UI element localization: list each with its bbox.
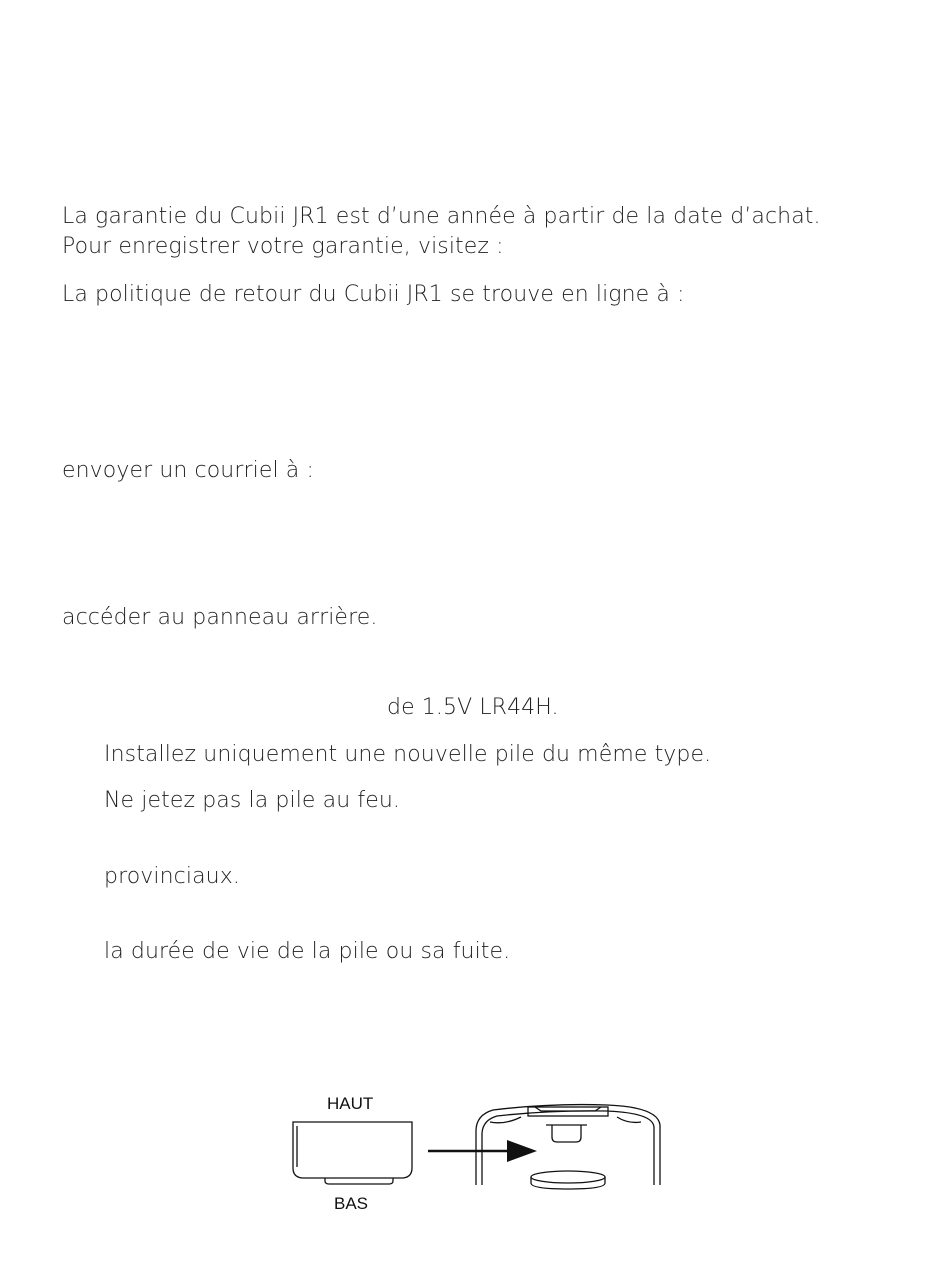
battery-warning-2: Ne jetez pas la pile au feu. bbox=[104, 788, 400, 813]
email-instruction-text: envoyer un courriel à : bbox=[62, 458, 314, 483]
battery-warning-4: la durée de vie de la pile ou sa fuite. bbox=[104, 939, 511, 964]
return-policy-text: La politique de retour du Cubii JR1 se trouve en ligne à : bbox=[62, 282, 685, 307]
battery-type-text: de 1.5V LR44H. bbox=[387, 695, 559, 720]
battery-cover-illustration bbox=[293, 1122, 412, 1184]
warranty-text-line-2: Pour enregistrer votre garantie, visitez : bbox=[62, 234, 504, 259]
diagram-top-label: HAUT bbox=[327, 1094, 374, 1113]
battery-warning-3: provinciaux. bbox=[104, 864, 240, 889]
warranty-text-line-1: La garantie du Cubii JR1 est d’une année à partir de la date d’achat. bbox=[62, 204, 821, 229]
battery-installation-diagram bbox=[285, 1095, 675, 1200]
diagram-bottom-label: BAS bbox=[334, 1194, 369, 1213]
device-housing-illustration bbox=[476, 1105, 660, 1189]
battery-warning-1: Installez uniquement une nouvelle pile du même type. bbox=[104, 742, 712, 767]
back-panel-text: accéder au panneau arrière. bbox=[62, 605, 378, 630]
